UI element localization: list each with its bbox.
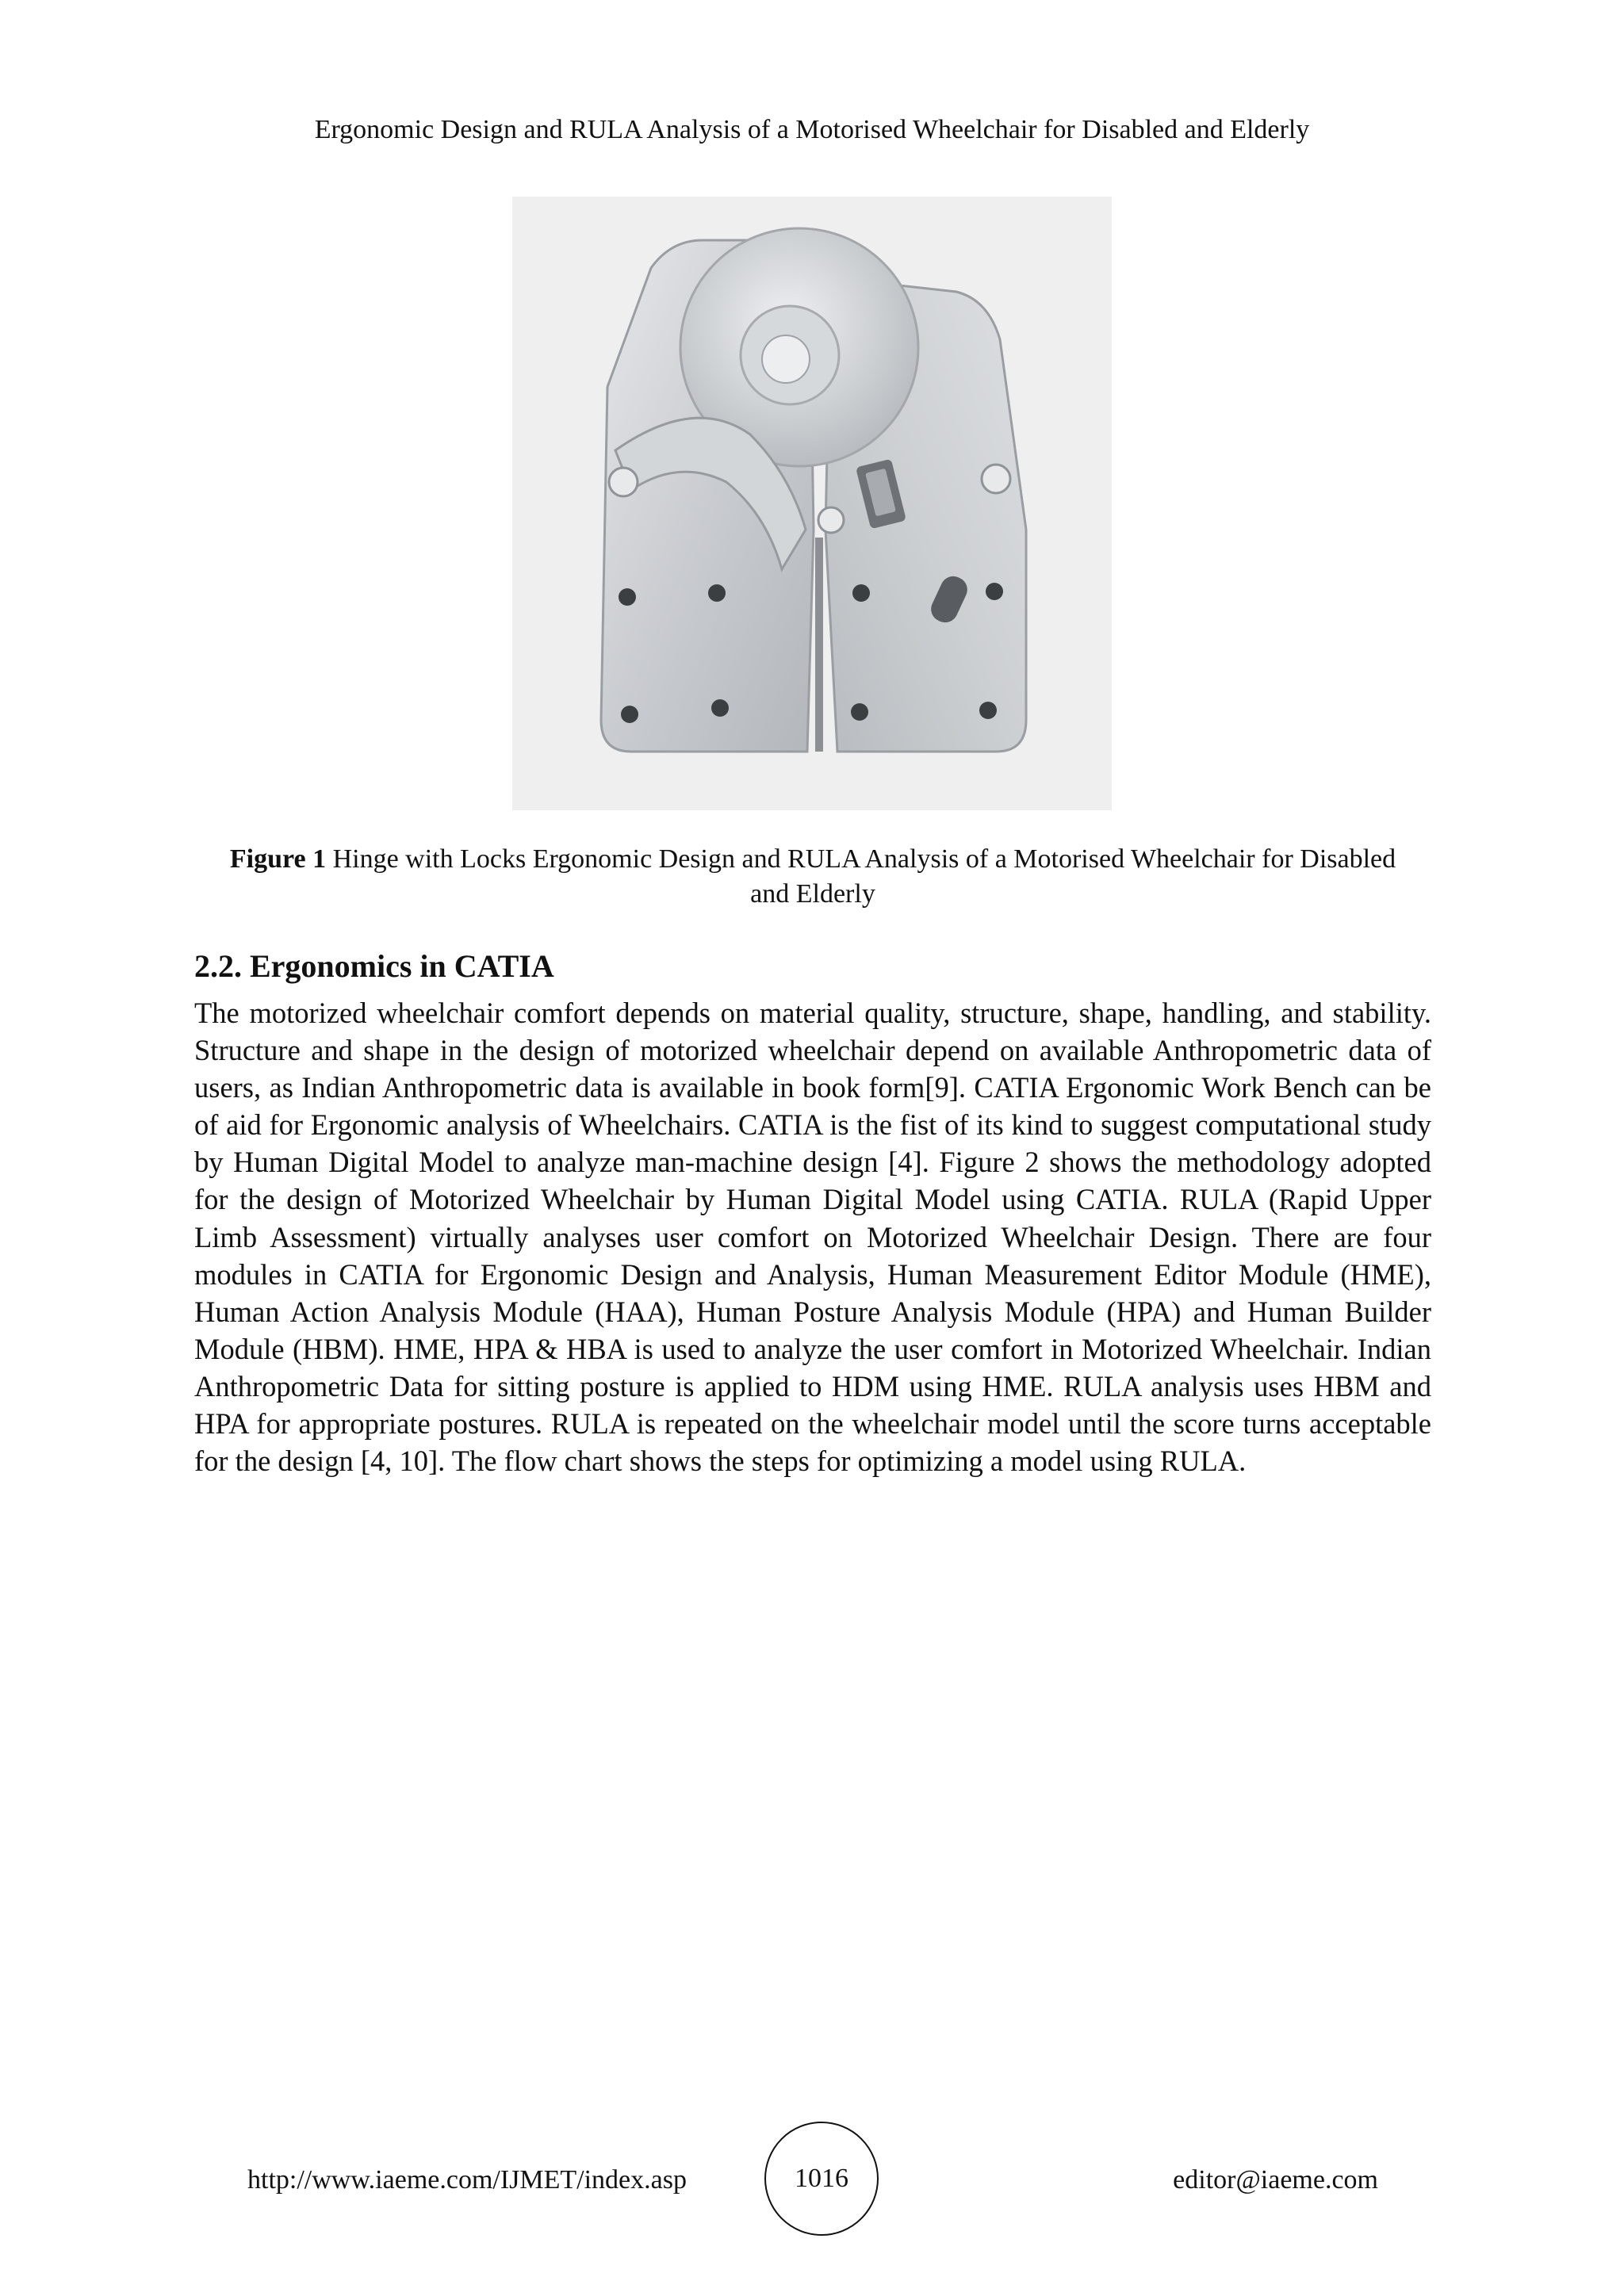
running-header: Ergonomic Design and RULA Analysis of a Motorised Wheelchair for Disabled and Elderly [314, 115, 1310, 144]
footer-url-link[interactable]: http://www.iaeme.com/IJMET/index.asp [247, 2165, 687, 2195]
body-paragraph: The motorized wheelchair comfort depends on material quality, structure, shape, handling, and stability. Structure and shape in the design of motorized wheelchair depend on available Anthropometric data of users, as Indian Anthropometric data is available in book form[9]. CATIA Ergonomic Work Bench can be of aid for Ergonomic analysis of Wheelchairs. CATIA is the fist of its kind to suggest computational study by Human Digital Model to analyze man-machine design [4]. Figure 2 shows the methodology adopted for the design of Motorized Wheelchair by Human Digital Model using CATIA. RULA (Rapid Upper Limb Assessment) virtually analyses user comfort on Motorized Wheelchair Design. There are four modules in CATIA for Ergonomic Design and Analysis, Human Measurement Editor Module (HME), Human Action Analysis Module (HAA), Human Posture Analysis Module (HPA) and Human Builder Module (HBM). HME, HPA & HBA is used to analyze the user comfort in Motorized Wheelchair. Indian Anthropometric Data for sitting posture is applied to HDM using HME. RULA analysis uses HBM and HPA for appropriate postures. RULA is repeated on the wheelchair model until the score turns acceptable for the design [4, 10]. The flow chart shows the steps for optimizing a model using RULA. [194, 997, 1431, 1478]
figure-1-hinge-photo [512, 197, 1112, 810]
footer-email-link[interactable]: editor@iaeme.com [1173, 2165, 1378, 2195]
page-number-badge [764, 2122, 879, 2236]
hinge-with-locks-image [512, 197, 1112, 810]
figure-caption-text: Hinge with Locks Ergonomic Design and RULA Analysis of a Motorised Wheelchair for Disabled and Elderly [326, 844, 1396, 909]
figure-label: Figure 1 [229, 844, 327, 874]
page-number: 1016 [795, 2164, 848, 2193]
figure-caption [214, 842, 1411, 912]
page-footer [0, 2122, 1624, 2241]
section-heading: 2.2. Ergonomics in CATIA [194, 948, 554, 984]
